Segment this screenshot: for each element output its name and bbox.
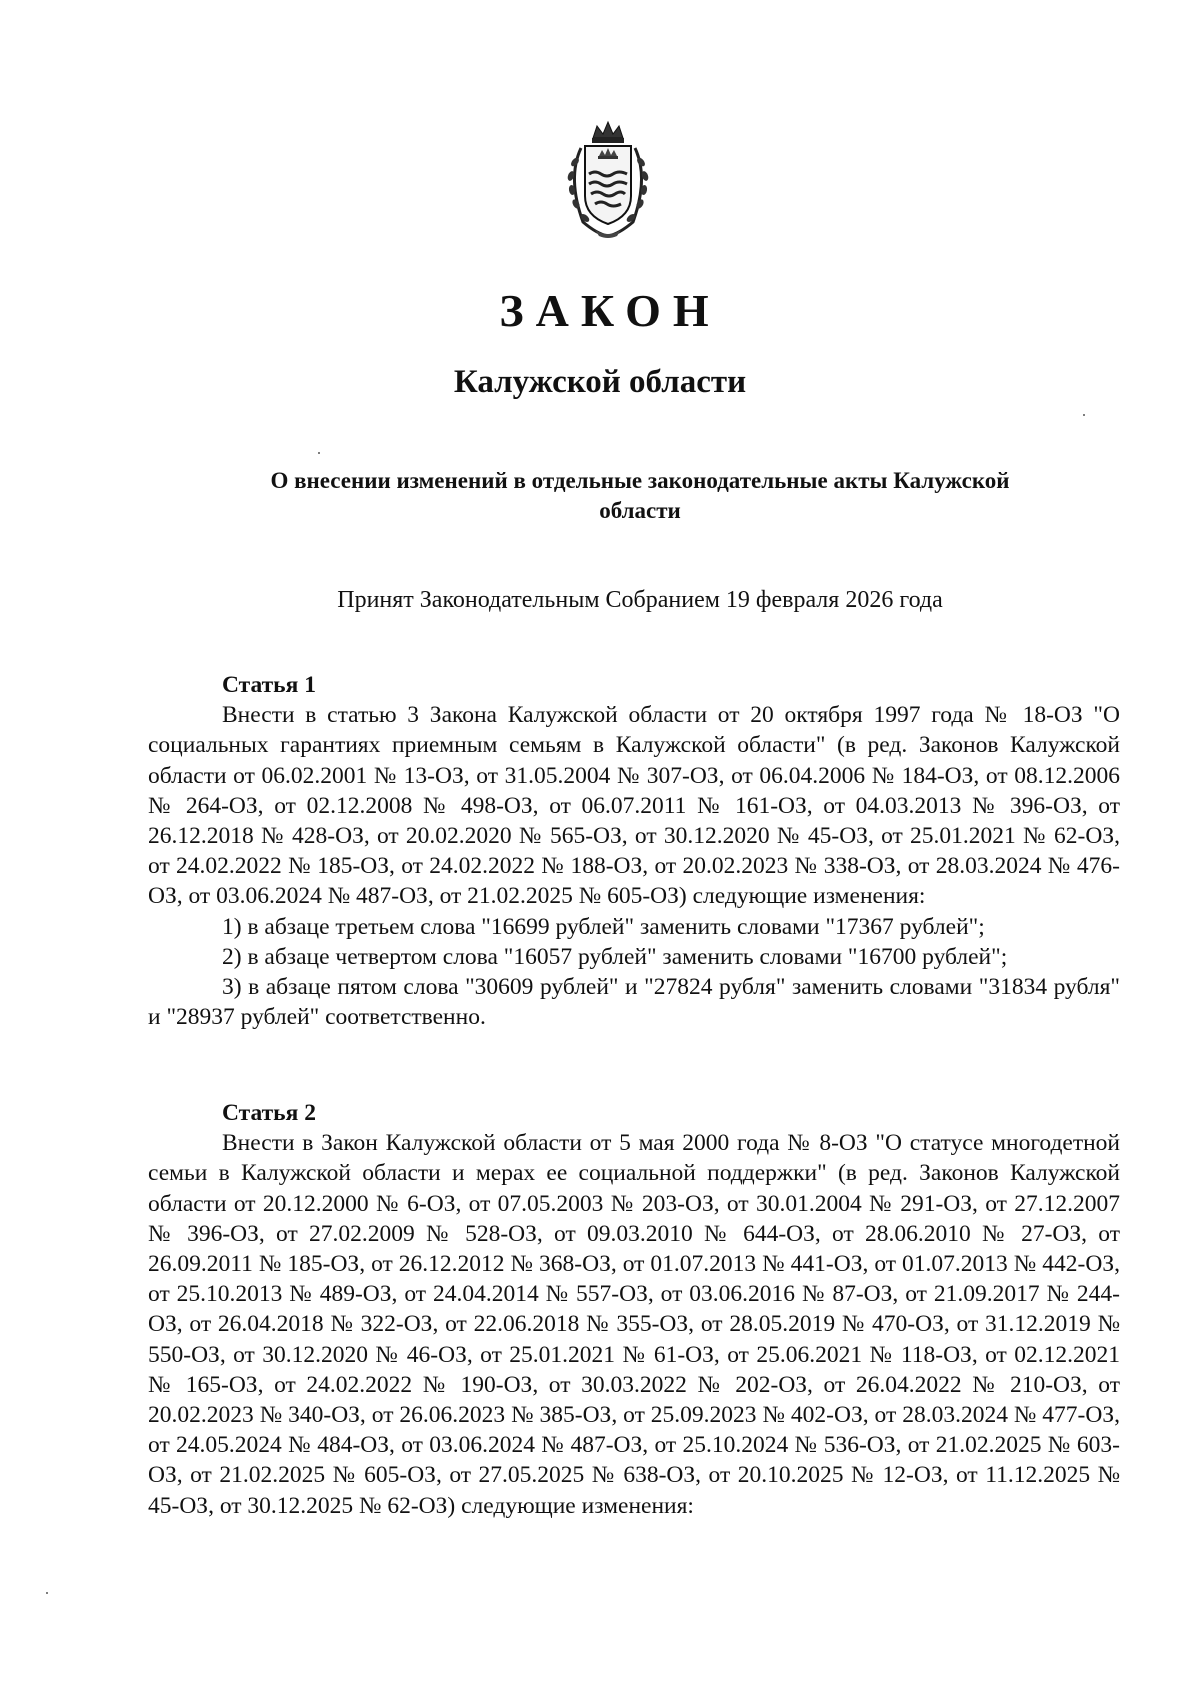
document-region: Калужской области	[453, 364, 747, 400]
article-2-heading: Статья 2	[222, 1100, 316, 1126]
scan-speck	[1083, 414, 1085, 416]
article-2	[148, 1098, 1120, 1521]
article-1	[148, 670, 1120, 1032]
article-2-intro: Внести в Закон Калужской области от 5 мая 2000 года № 8-ОЗ "О статусе многодетной семьи в Калужской области и мерах ее социальной поддержки" (в ред. Законов Калужской области от 20.12.2000 № 6-ОЗ, от 07.05.2003 № 203-ОЗ, от 30.01.2004 № 291-ОЗ, от 27.12.2007 № 396-ОЗ, от 27.02.2009 № 528-ОЗ, от 09.03.2010 № 644-ОЗ, от 28.06.2010 № 27-ОЗ, от 26.09.2011 № 185-ОЗ, от 26.12.2012 № 368-ОЗ, от 01.07.2013 № 441-ОЗ, от 01.07.2013 № 442-ОЗ, от 25.10.2013 № 489-ОЗ, от 24.04.2014 № 557-ОЗ, от 03.06.2016 № 87-ОЗ, от 21.09.2017 № 244-ОЗ, от 26.04.2018 № 322-ОЗ, от 22.06.2018 № 355-ОЗ, от 28.05.2019 № 470-ОЗ, от 31.12.2019 № 550-ОЗ, от 30.12.2020 № 46-ОЗ, от 25.01.2021 № 61-ОЗ, от 25.06.2021 № 118-ОЗ, от 02.12.2021 № 165-ОЗ, от 24.02.2022 № 190-ОЗ, от 30.03.2022 № 202-ОЗ, от 26.04.2022 № 210-ОЗ, от 20.02.2023 № 340-ОЗ, от 26.06.2023 № 385-ОЗ, от 25.09.2023 № 402-ОЗ, от 28.03.2024 № 477-ОЗ, от 24.05.2024 № 484-ОЗ, от 03.06.2024 № 487-ОЗ, от 25.10.2024 № 536-ОЗ, от 21.02.2025 № 603-ОЗ, от 21.02.2025 № 605-ОЗ, от 27.05.2025 № 638-ОЗ, от 20.10.2025 № 12-ОЗ, от 11.12.2025 № 45-ОЗ, от 30.12.2025 № 62-ОЗ) следующие изменения:	[148, 1130, 1120, 1519]
adoption-line: Принят Законодательным Собранием 19 февраля 2026 года	[337, 587, 943, 613]
document-subject: О внесении изменений в отдельные законодательные акты Калужской области	[270, 468, 1010, 523]
article-1-intro: Внести в статью 3 Закона Калужской области от 20 октября 1997 года № 18-ОЗ "О социальных гарантиях приемным семьям в Калужской области" (в ред. Законов Калужской области от 06.02.2001 № 13-ОЗ, от 31.05.2004 № 307-ОЗ, от 06.04.2006 № 184-ОЗ, от 08.12.2006 № 264-ОЗ, от 02.12.2008 № 498-ОЗ, от 06.07.2011 № 161-ОЗ, от 04.03.2013 № 396-ОЗ, от 26.12.2018 № 428-ОЗ, от 20.02.2020 № 565-ОЗ, от 30.12.2020 № 45-ОЗ, от 25.01.2021 № 62-ОЗ, от 24.02.2022 № 185-ОЗ, от 24.02.2022 № 188-ОЗ, от 20.02.2023 № 338-ОЗ, от 28.03.2024 № 476-ОЗ, от 03.06.2024 № 487-ОЗ, от 21.02.2025 № 605-ОЗ) следующие изменения:	[148, 702, 1120, 910]
article-1-heading: Статья 1	[222, 672, 316, 698]
scan-speck	[318, 452, 320, 454]
article-1-item-3: 3) в абзаце пятом слова "30609 рублей" и "27824 рубля" заменить словами "31834 рубля" и "28937 рублей" соответственно.	[148, 974, 1120, 1031]
scan-speck	[46, 1592, 48, 1594]
article-1-item-2: 2) в абзаце четвертом слова "16057 рублей" заменить словами "16700 рублей";	[222, 943, 1008, 970]
article-1-item-1: 1) в абзаце третьем слова "16699 рублей" заменить словами "17367 рублей";	[222, 913, 985, 940]
document-title: ЗАКОН	[499, 285, 721, 336]
coat-of-arms-icon	[557, 118, 659, 240]
